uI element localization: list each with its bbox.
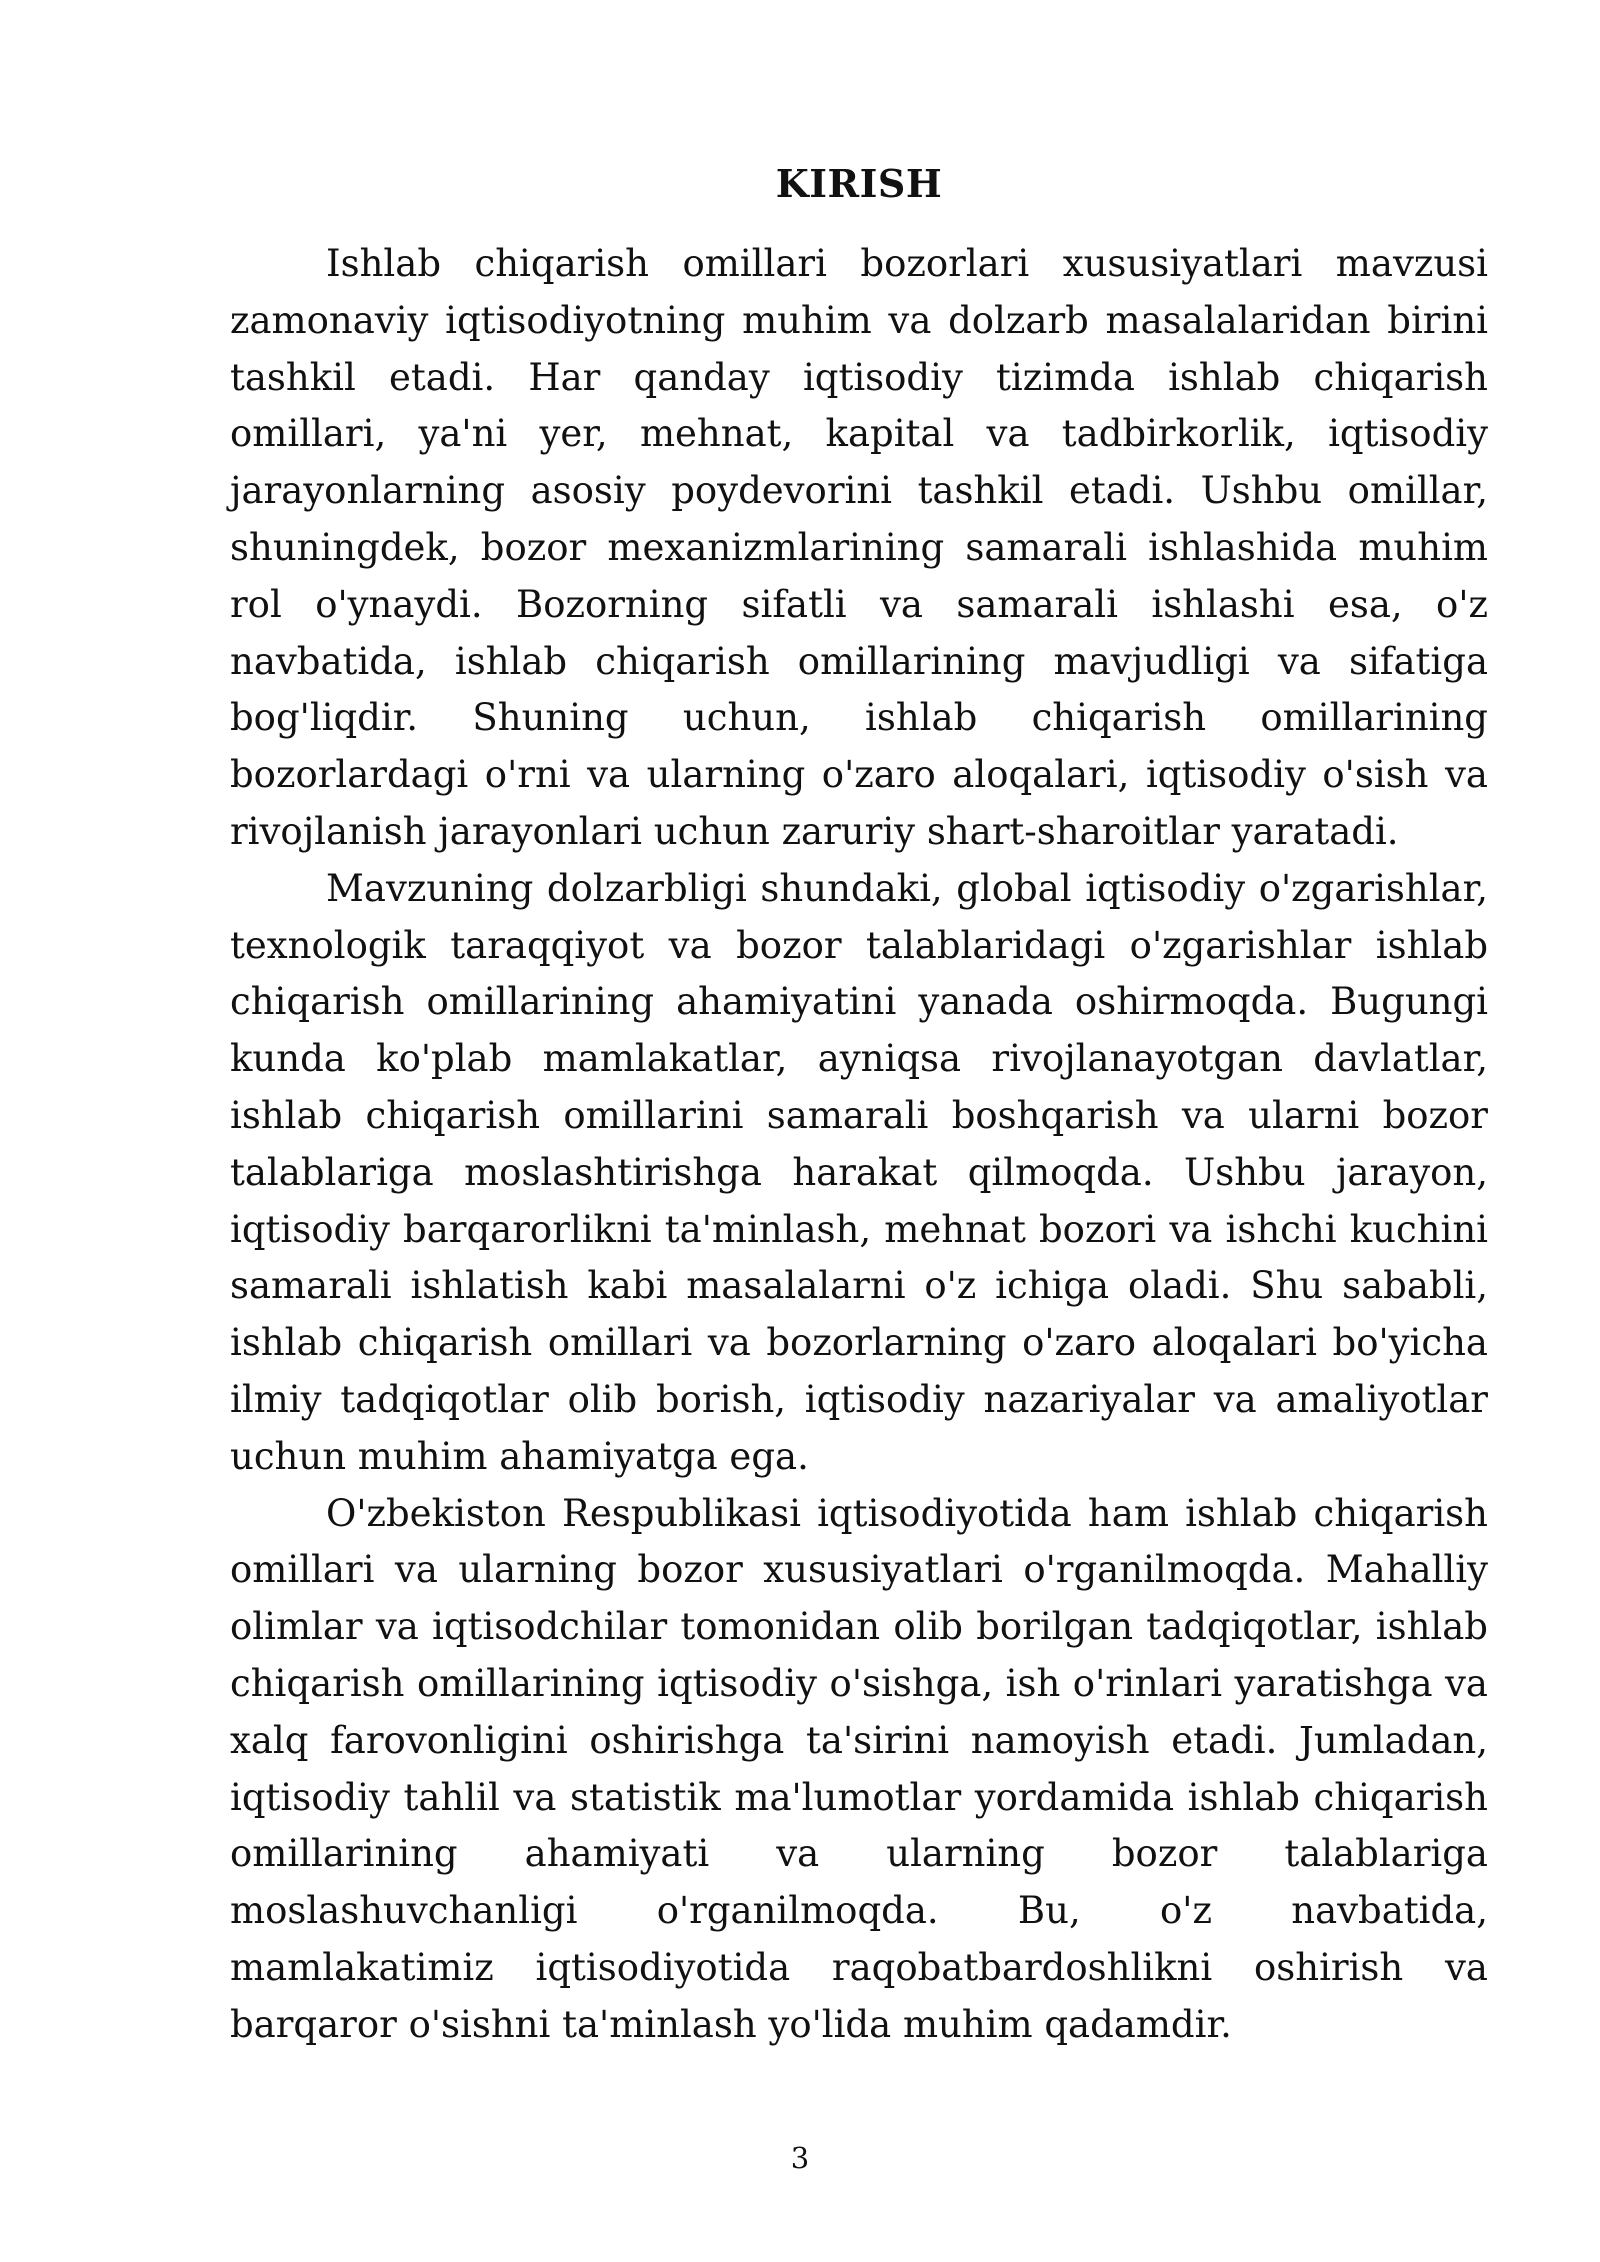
paragraph-3: O'zbekiston Respublikasi iqtisodiyotida ham ishlab chiqarish omillari va ularning bozor xususiyatlari o'rganilmoqda. Mahalliy olimlar va iqtisodchilar tomonidan olib borilgan tadqiqotlar, ishlab chiqarish omillarining iqtisodiy o'sishga, ish o'rinlari yaratishga va xalq farovonligini oshirishga ta'sirini namoyish etadi. Jumladan, iqtisodiy tahlil va statistik ma'lumotlar yordamida ishlab chiqarish omillarining ahamiyati va ularning bozor talablariga moslashuvchanligi o'rganilmoqda. Bu, o'z navbatida, mamlakatimiz iqtisodiyotida raqobatbardoshlikni oshirish va barqaror o'sishni ta'minlash yo'lida muhim qadamdir. [230,1491,1488,2046]
paragraph-2: Mavzuning dolzarbligi shundaki, global iqtisodiy o'zgarishlar, texnologik taraqqiyot va bozor talablaridagi o'zgarishlar ishlab chiqarish omillarining ahamiyatini yanada oshirmoqda. Bugungi kunda ko'plab mamlakatlar, ayniqsa rivojlanayotgan davlatlar, ishlab chiqarish omillarini samarali boshqarish va ularni bozor talablariga moslashtirishga harakat qilmoqda. Ushbu jarayon, iqtisodiy barqarorlikni ta'minlash, mehnat bozori va ishchi kuchini samarali ishlatish kabi masalalarni o'z ichiga oladi. Shu sababli, ishlab chiqarish omillari va bozorlarning o'zaro aloqalari bo'yicha ilmiy tadqiqotlar olib borish, iqtisodiy nazariyalar va amaliyotlar uchun muhim ahamiyatga ega. [230,866,1488,1478]
page-title: KIRISH [775,161,943,206]
page-content [230,160,1488,2054]
paragraph-1: Ishlab chiqarish omillari bozorlari xususiyatlari mavzusi zamonaviy iqtisodiyotning muhim va dolzarb masalalaridan birini tashkil etadi. Har qanday iqtisodiy tizimda ishlab chiqarish omillari, ya'ni yer, mehnat, kapital va tadbirkorlik, iqtisodiy jarayonlarning asosiy poydevorini tashkil etadi. Ushbu omillar, shuningdek, bozor mexanizmlarining samarali ishlashida muhim rol o'ynaydi. Bozorning sifatli va samarali ishlashi esa, o'z navbatida, ishlab chiqarish omillarining mavjudligi va sifatiga bog'liqdir. Shuning uchun, ishlab chiqarish omillarining bozorlardagi o'rni va ularning o'zaro aloqalari, iqtisodiy o'sish va rivojlanish jarayonlari uchun zaruriy shart-sharoitlar yaratadi. [230,242,1488,853]
page-number: 3 [790,2141,810,2175]
